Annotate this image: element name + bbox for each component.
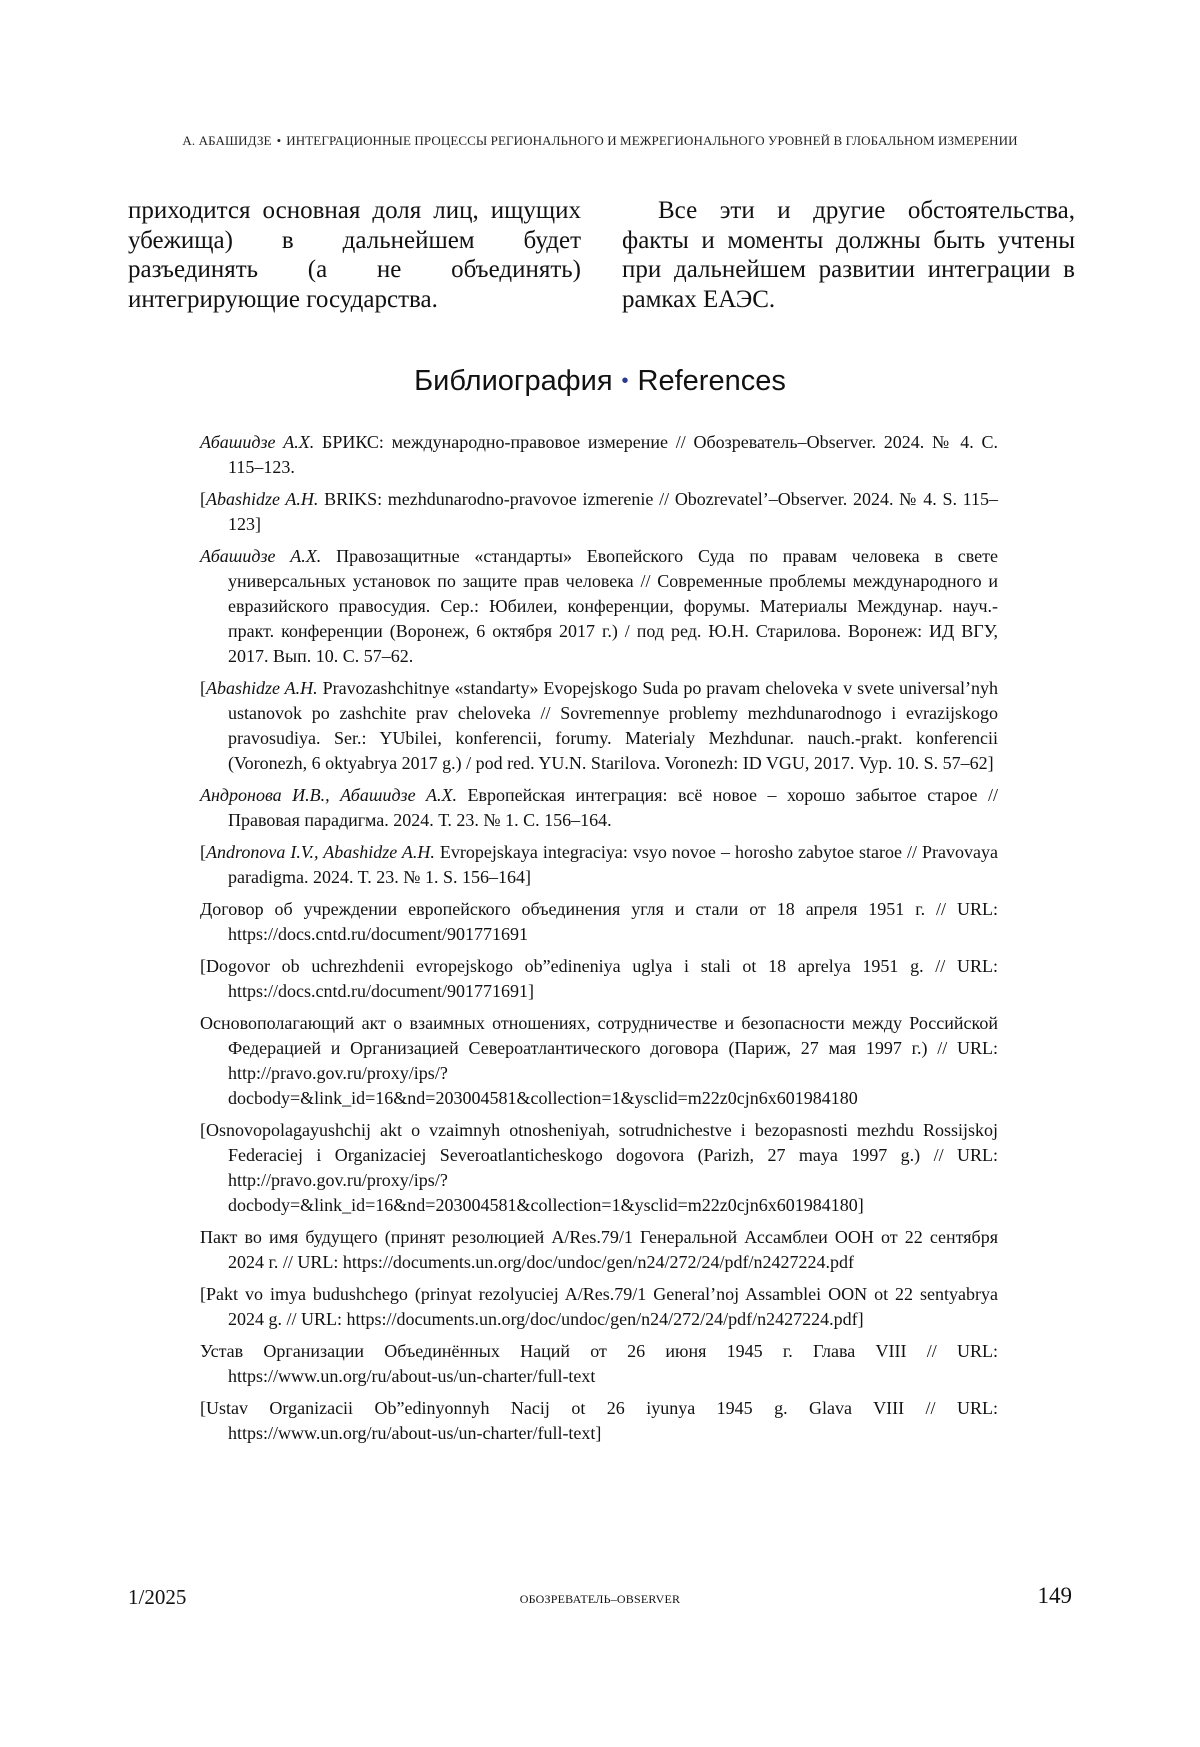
section-title-separator: • <box>622 370 629 392</box>
reference-bracket: [ <box>200 489 206 509</box>
reference-text: Основополагающий акт о взаимных отношениях, сотрудничестве и безопасности между Российской Федерацией и Организацией Североатлантического договора (Париж, 27 мая 1997 г.) // URL: http://pravo.gov.ru/proxy/ips/?docbody=&link_id=16&nd=203004581&collection=1&ysclid=m22z0cjn6x601984180 <box>200 1013 998 1108</box>
body-paragraph: приходится основная доля лиц, ищущих убежища) в дальнейшем будет разъединять (а не объединять) интегрирующие государства. <box>128 196 581 314</box>
reference-authors: Andronova I.V., Abashidze A.H. <box>206 842 435 862</box>
reference-entry <box>200 1282 998 1332</box>
reference-text: Пакт во имя будущего (принят резолюцией A/Res.79/1 Генеральной Ассамблеи ООН от 22 сентября 2024 г. // URL: https://documents.un.org/doc/undoc/gen/n24/272/24/pdf/n2427224.pdf <box>200 1227 998 1272</box>
reference-authors: Abashidze A.H. <box>206 489 318 509</box>
reference-text: Договор об учреждении европейского объединения угля и стали от 18 апреля 1951 г. // URL: https://docs.cntd.ru/document/901771691 <box>200 899 998 944</box>
reference-entry <box>200 430 998 480</box>
page-number: 149 <box>1038 1583 1073 1609</box>
reference-entry <box>200 954 998 1004</box>
reference-entry <box>200 1396 998 1446</box>
reference-bracket: [ <box>200 842 206 862</box>
reference-text: Pravozashchitnye «standarty» Evopejskogo Suda po pravam cheloveka v svete universal’nyh ustanovok po zashchite prav cheloveka // Sovremennye problemy mezhdunarodnogo i evrazijskogo pravosudiya. Ser.: YUbilei, konferencii, forumy. Materialy Mezhdunar. nauch.-prakt. konferencii (Voronezh, 6 oktyabrya 2017 g.) / pod red. YU.N. Starilova. Voronezh: ID VGU, 2017. Vyp. 10. S. 57–62] <box>228 678 998 773</box>
reference-text: [Osnovopolagayushchij akt o vzaimnyh otnosheniyah, sotrudnichestve i bezopasnosti mezhdu Rossijskoj Federaciej i Organizaciej Severoatlanticheskogo dogovora (Parizh, 27 maya 1997 g.) // URL: http://pravo.gov.ru/proxy/ips/?docbody=&link_id=16&nd=203004581&collection=1&ysclid=m22z0cjn6x601984180] <box>200 1120 998 1215</box>
reference-text: [Ustav Organizacii Ob”edinyonnyh Nacij ot 26 iyunya 1945 g. Glava VIII // URL: https://www.un.org/ru/about-us/un-charter/full-text] <box>200 1398 998 1443</box>
reference-bracket: [ <box>200 678 206 698</box>
reference-text: BRIKS: mezhdunarodno-pravovoe izmerenie // Obozrevatel’–Observer. 2024. № 4. S. 115–123] <box>228 489 998 534</box>
reference-entry <box>200 1225 998 1275</box>
reference-text: БРИКС: международно-правовое измерение // Обозреватель–Observer. 2024. № 4. С. 115–123. <box>228 432 998 477</box>
reference-entry <box>200 897 998 947</box>
section-title-en: References <box>638 365 786 397</box>
reference-authors: Abashidze A.H. <box>206 678 318 698</box>
reference-text: Evropejskaya integraciya: vsyo novoe – horosho zabytoe staroe // Pravovaya paradigma. 2024. T. 23. № 1. S. 156–164] <box>228 842 998 887</box>
body-column-right <box>622 196 1075 314</box>
reference-list <box>200 430 998 1453</box>
reference-text: Европейская интеграция: всё новое – хорошо забытое старое // Правовая парадигма. 2024. Т. 23. № 1. С. 156–164. <box>228 785 998 830</box>
reference-entry <box>200 676 998 776</box>
section-title-ru: Библиография <box>414 365 612 397</box>
reference-text: Правозащитные «стандарты» Евопейского Суда по правам человека в свете универсальных установок по защите прав человека // Современные проблемы международного и евразийского правосудия. Сер.: Юбилеи, конференции, форумы. Материалы Междунар. науч.-практ. конференции (Воронеж, 6 октября 2017 г.) / под ред. Ю.Н. Старилова. Воронеж: ИД ВГУ, 2017. Вып. 10. С. 57–62. <box>228 546 998 666</box>
reference-entry <box>200 544 998 669</box>
running-head <box>0 133 1200 149</box>
reference-text: [Pakt vo imya budushchego (prinyat rezolyuciej A/Res.79/1 General’noj Assamblei OON ot 22 sentyabrya 2024 g. // URL: https://documents.un.org/doc/undoc/gen/n24/272/24/pdf/n2427224.pdf] <box>200 1284 998 1329</box>
running-head-author: А. АБАШИДЗЕ <box>182 133 271 148</box>
reference-entry <box>200 1118 998 1218</box>
section-title <box>0 365 1200 398</box>
reference-entry <box>200 1011 998 1111</box>
footer-issue: 1/2025 <box>128 1585 186 1610</box>
reference-authors: Андронова И.В., Абашидзе А.Х. <box>200 785 457 805</box>
running-head-title: ИНТЕГРАЦИОННЫЕ ПРОЦЕССЫ РЕГИОНАЛЬНОГО И МЕЖРЕГИОНАЛЬНОГО УРОВНЕЙ В ГЛОБАЛЬНОМ ИЗМЕРЕНИИ <box>286 133 1017 148</box>
body-paragraph: Все эти и другие обстоятельства, факты и моменты должны быть учтены при дальнейшем развитии интеграции в рамках ЕАЭС. <box>622 196 1075 314</box>
reference-entry <box>200 840 998 890</box>
reference-entry <box>200 487 998 537</box>
reference-entry <box>200 1339 998 1389</box>
reference-text: Устав Организации Объединённых Наций от 26 июня 1945 г. Глава VIII // URL: https://www.un.org/ru/about-us/un-charter/full-text <box>200 1341 998 1386</box>
footer-journal: ОБОЗРЕВАТЕЛЬ–OBSERVER <box>0 1592 1200 1607</box>
reference-entry <box>200 783 998 833</box>
reference-authors: Абашидзе А.Х. <box>200 432 314 452</box>
body-column-left <box>128 196 581 314</box>
running-head-separator: • <box>277 133 282 148</box>
reference-text: [Dogovor ob uchrezhdenii evropejskogo ob”edineniya uglya i stali ot 18 aprelya 1951 g. // URL: https://docs.cntd.ru/document/901771691] <box>200 956 998 1001</box>
reference-authors: Абашидзе А.Х. <box>200 546 321 566</box>
